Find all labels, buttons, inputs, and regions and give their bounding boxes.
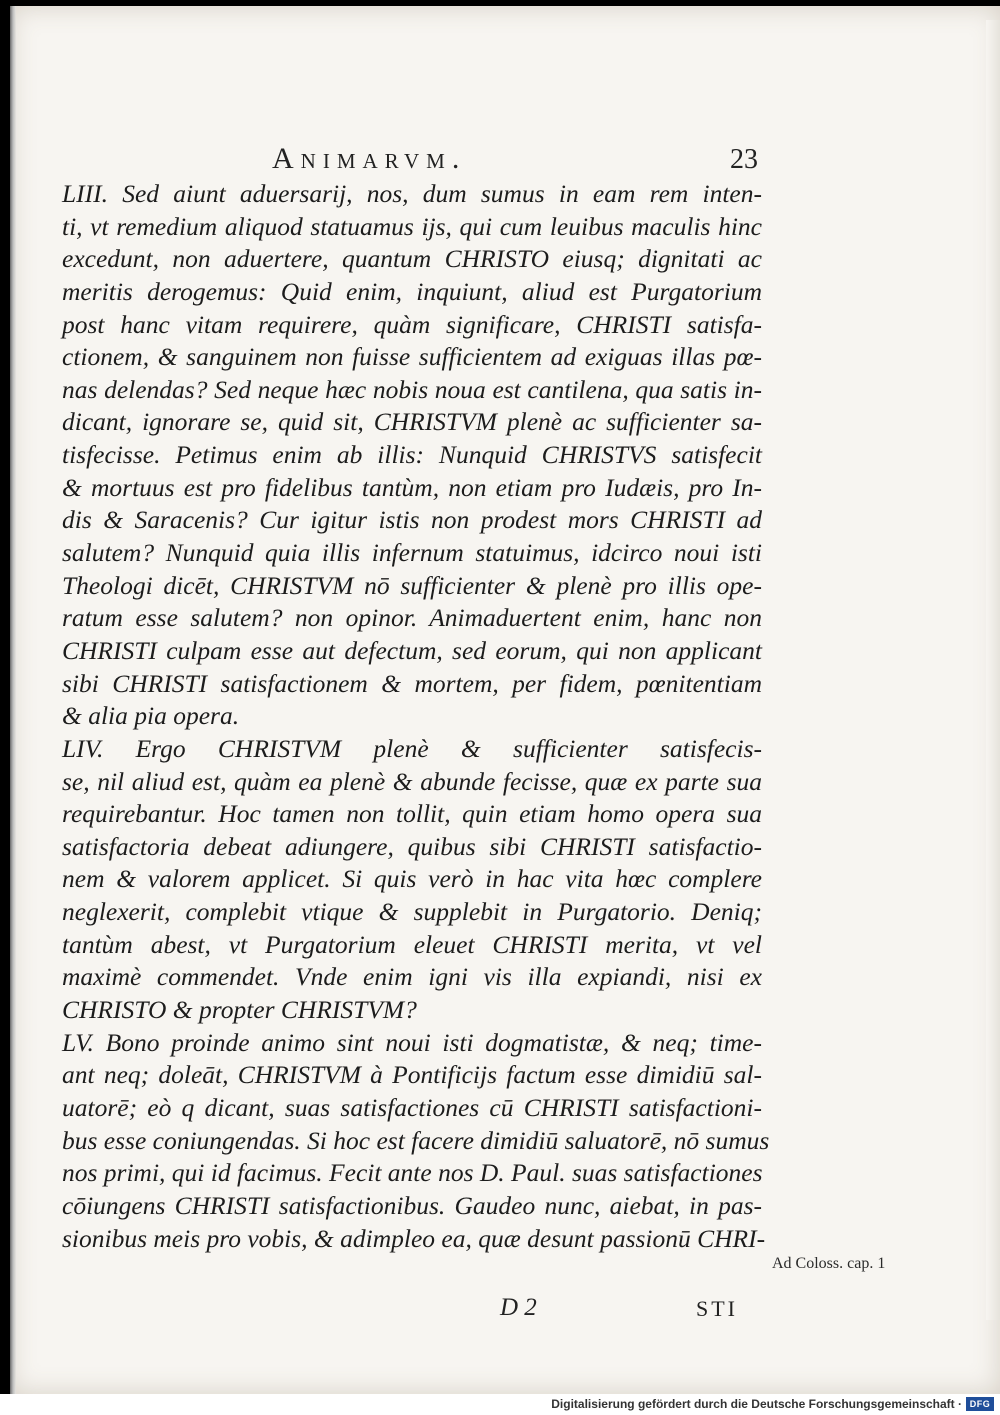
text-line: ant neq; doleāt, CHRISTVM à Pontificijs factum esse dimidiū sal- bbox=[62, 1060, 762, 1090]
text-line: dicant, ignorare se, quid sit, CHRISTVM plenè ac sufficienter sa- bbox=[62, 407, 762, 437]
text-line: & mortuus est pro fidelibus tantùm, non etiam pro Iudæis, pro In- bbox=[62, 472, 762, 502]
text-line: CHRISTI culpam esse aut defectum, sed eorum, qui non applicant bbox=[62, 635, 762, 665]
text-line: sibi CHRISTI satisfactionem & mortem, per fidem, pœnitentiam bbox=[62, 668, 762, 698]
text-line: requirebantur. Hoc tamen non tollit, quin etiam homo opera sua bbox=[62, 799, 762, 829]
text-line: nas delendas? Sed neque hæc nobis noua est cantilena, qua satis in- bbox=[62, 374, 762, 404]
text-line: nos primi, qui id facimus. Fecit ante nos D. Paul. suas satisfactiones bbox=[62, 1158, 763, 1188]
text-line: & alia pia opera. bbox=[62, 701, 240, 731]
text-line: tantùm abest, vt Purgatorium eleuet CHRISTI merita, vt vel bbox=[62, 929, 762, 959]
text-line: sionibus meis pro vobis, & adimpleo ea, quæ desunt passionū CHRI- bbox=[62, 1223, 766, 1253]
text-line: LIV. Ergo CHRISTVM plenè & sufficienter satisfecis- bbox=[62, 733, 762, 763]
text-line: se, nil aliud est, quàm ea plenè & abunde fecisse, quæ ex parte sua bbox=[62, 766, 762, 796]
text-line: tisfecisse. Petimus enim ab illis: Nunquid CHRISTVS satisfecit bbox=[62, 440, 762, 470]
text-line: meritis derogemus: Quid enim, inquiunt, aliud est Purgatorium bbox=[62, 276, 762, 306]
running-head: Animarvm. bbox=[272, 142, 467, 175]
page-number: 23 bbox=[730, 144, 758, 175]
text-line: ti, vt remedium aliquod statuamus ijs, qui cum leuibus maculis hinc bbox=[62, 211, 762, 241]
page-header bbox=[0, 140, 1000, 180]
text-line: ctionem, & sanguinem non fuisse sufficientem ad exiguas illas pœ- bbox=[62, 342, 762, 372]
margin-note: Ad Coloss. cap. 1 bbox=[772, 1255, 886, 1272]
page-fore-edge bbox=[986, 20, 1000, 1320]
signature-mark: D 2 bbox=[500, 1294, 537, 1321]
text-line: uatorē; eò q dicant, suas satisfactiones cū CHRISTI satisfactioni- bbox=[62, 1092, 762, 1122]
body-text bbox=[62, 178, 770, 1255]
text-line: salutem? Nunquid quia illis infernum statuimus, idcirco noui isti bbox=[62, 538, 762, 568]
text-line: LV. Bono proinde animo sint noui isti dogmatistæ, & neq; time- bbox=[62, 1027, 762, 1057]
text-line: post hanc vitam requirere, quàm significare, CHRISTI satisfa- bbox=[62, 309, 762, 339]
text-line: nem & valorem applicet. Si quis verò in hac vita hœc complere bbox=[62, 864, 762, 894]
text-line: satisfactoria debeat adiungere, quibus sibi CHRISTI satisfactio- bbox=[62, 831, 762, 861]
text-line: neglexerit, complebit vtique & supplebit in Purgatorio. Deniq; bbox=[62, 897, 762, 927]
text-line: Theologi dicēt, CHRISTVM nō sufficienter & plenè pro illis ope- bbox=[62, 570, 762, 600]
text-line: excedunt, non aduertere, quantum CHRISTO eiusq; dignitati ac bbox=[62, 244, 762, 274]
text-line: bus esse coniungendas. Si hoc est facere dimidiū saluatorē, nō sumus bbox=[62, 1125, 770, 1155]
text-line: LIII. Sed aiunt aduersarij, nos, dum sumus in eam rem inten- bbox=[62, 179, 762, 208]
text-line: maximè commendet. Vnde enim igni vis illa expiandi, nisi ex bbox=[62, 962, 762, 992]
funding-credit: Digitalisierung gefördert durch die Deutsche Forschungsgemeinschaft · bbox=[551, 1397, 962, 1411]
text-line: cōiungens CHRISTI satisfactionibus. Gaudeo nunc, aiebat, in pas- bbox=[62, 1190, 762, 1220]
text-line: dis & Saracenis? Cur igitur istis non prodest mors CHRISTI ad bbox=[62, 505, 762, 535]
text-line: CHRISTO & propter CHRISTVM? bbox=[62, 995, 417, 1025]
text-line: ratum esse salutem? non opinor. Animaduertent enim, hanc non bbox=[62, 603, 762, 633]
page-binding-edge bbox=[10, 6, 16, 1394]
digitization-footer bbox=[0, 1394, 1000, 1415]
catchword: STI bbox=[696, 1296, 738, 1321]
dfg-logo-icon: DFG bbox=[966, 1397, 994, 1411]
